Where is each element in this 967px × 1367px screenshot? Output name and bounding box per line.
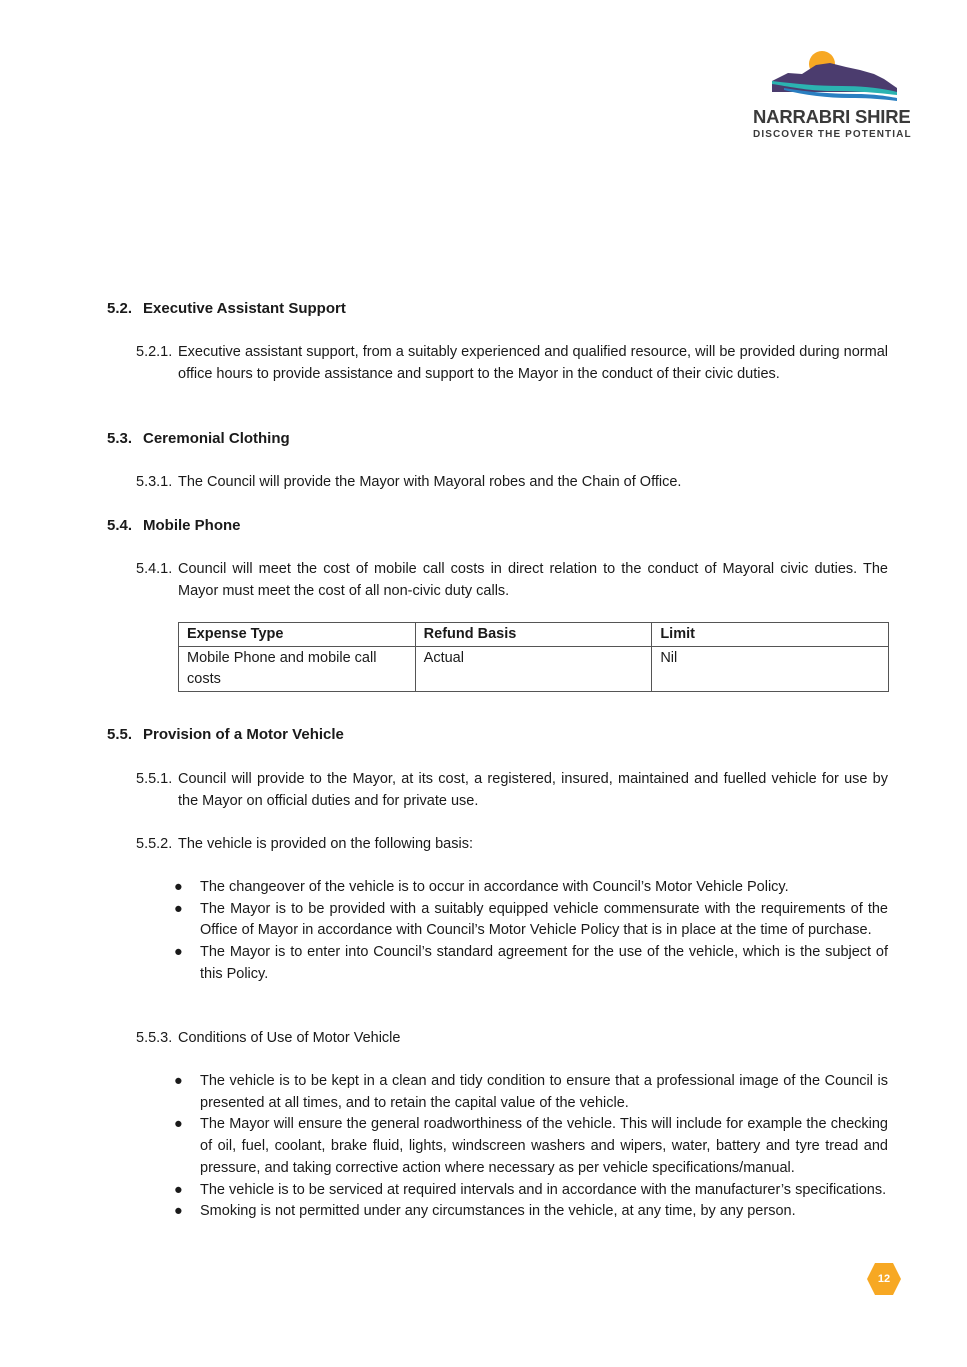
bullet-icon: ● xyxy=(174,879,183,895)
narrabri-shire-logo xyxy=(750,48,920,144)
section-number: 5.5. xyxy=(107,726,133,743)
paragraph-5-2-1 xyxy=(136,342,888,385)
vehicle-conditions-list xyxy=(174,1071,888,1223)
paragraph-text: Conditions of Use of Motor Vehicle xyxy=(178,1030,401,1046)
bullet-icon: ● xyxy=(174,900,183,917)
table-header-row xyxy=(179,623,889,647)
paragraph-text: Executive assistant support, from a suitably experienced and qualified resource, will be provided during normal office hours to provide assistance and support to the Mayor in the conduct of their civic duties. xyxy=(178,344,888,382)
section-number: 5.3. xyxy=(107,430,133,447)
bullet-icon: ● xyxy=(174,1116,183,1133)
paragraph-5-3-1 xyxy=(136,472,888,494)
paragraph-text: Council will provide to the Mayor, at its cost, a registered, insured, maintained and fuelled vehicle for use by the Mayor on official duties and for private use. xyxy=(178,771,888,809)
vehicle-basis-list xyxy=(174,877,888,986)
page-number-badge xyxy=(866,1262,902,1296)
column-header: Limit xyxy=(652,623,889,647)
list-item: ● The changeover of the vehicle is to occur in accordance with Council’s Motor Vehicle Policy. xyxy=(200,877,888,899)
table-cell: Actual xyxy=(415,647,652,692)
paragraph-number: 5.2.1. xyxy=(136,344,173,360)
paragraph-5-4-1 xyxy=(136,559,888,602)
list-item: ● The vehicle is to be serviced at required intervals and in accordance with the manufacturer’s specifications. xyxy=(200,1180,888,1202)
list-item: ● The Mayor is to enter into Council’s standard agreement for the use of the vehicle, which is the subject of this Policy. xyxy=(174,944,888,982)
list-item: ● The Mayor is to be provided with a suitably equipped vehicle commensurate with the requirements of the Office of Mayor in accordance with Council’s Motor Vehicle Policy that is in place at the time of purchase. xyxy=(174,900,888,939)
list-item: ● The Mayor will ensure the general roadworthiness of the vehicle. This will include for example the checking of oil, fuel, coolant, brake fluid, lights, windscreen washers and wipers, water, battery and tyre tread and pressure, and taking corrective action where necessary as per vehicle specifications/manual. xyxy=(174,1116,888,1176)
bullet-icon: ● xyxy=(174,1181,183,1198)
paragraph-text: The vehicle is provided on the following basis: xyxy=(178,836,473,852)
bullet-icon: ● xyxy=(174,944,183,961)
paragraph-5-5-3 xyxy=(136,1028,888,1050)
paragraph-number: 5.5.2. xyxy=(136,836,173,852)
table-row xyxy=(179,647,889,692)
list-item: ● The vehicle is to be kept in a clean and tidy condition to ensure that a professional image of the Council is presented at all times, and to retain the capital value of the vehicle. xyxy=(174,1073,888,1111)
section-title: Executive Assistant Support xyxy=(143,300,346,317)
list-item: ● Smoking is not permitted under any circumstances in the vehicle, at any time, by any person. xyxy=(200,1201,888,1223)
paragraph-text: The Council will provide the Mayor with Mayoral robes and the Chain of Office. xyxy=(178,474,682,490)
page-number: 12 xyxy=(877,1273,891,1285)
logo-wordmark: NARRABRI SHIRE xyxy=(753,106,911,127)
paragraph-text: Council will meet the cost of mobile call costs in direct relation to the conduct of Mayoral civic duties. The Mayor must meet the cost of all non-civic duty calls. xyxy=(178,561,888,599)
paragraph-number: 5.5.3. xyxy=(136,1030,173,1046)
section-title: Ceremonial Clothing xyxy=(143,430,290,447)
column-header: Refund Basis xyxy=(415,623,652,647)
section-heading-5-4 xyxy=(107,517,241,534)
section-title: Provision of a Motor Vehicle xyxy=(143,726,344,743)
paragraph-5-5-1 xyxy=(136,769,888,812)
mobile-expense-table xyxy=(178,622,889,692)
section-heading-5-3 xyxy=(107,430,290,447)
section-heading-5-2 xyxy=(107,300,346,317)
paragraph-number: 5.3.1. xyxy=(136,474,173,490)
paragraph-number: 5.4.1. xyxy=(136,561,173,577)
bullet-icon: ● xyxy=(174,1073,183,1089)
section-heading-5-5 xyxy=(107,726,344,743)
section-title: Mobile Phone xyxy=(143,517,241,534)
mountain-sun-icon xyxy=(772,48,897,102)
table-cell: Mobile Phone and mobile call costs xyxy=(179,647,416,692)
section-number: 5.2. xyxy=(107,300,133,317)
bullet-icon: ● xyxy=(174,1203,183,1220)
paragraph-number: 5.5.1. xyxy=(136,771,173,787)
paragraph-5-5-2 xyxy=(136,834,888,856)
column-header: Expense Type xyxy=(179,623,416,647)
section-number: 5.4. xyxy=(107,517,133,534)
logo-tagline: DISCOVER THE POTENTIAL xyxy=(753,129,912,140)
table-cell: Nil xyxy=(652,647,889,692)
